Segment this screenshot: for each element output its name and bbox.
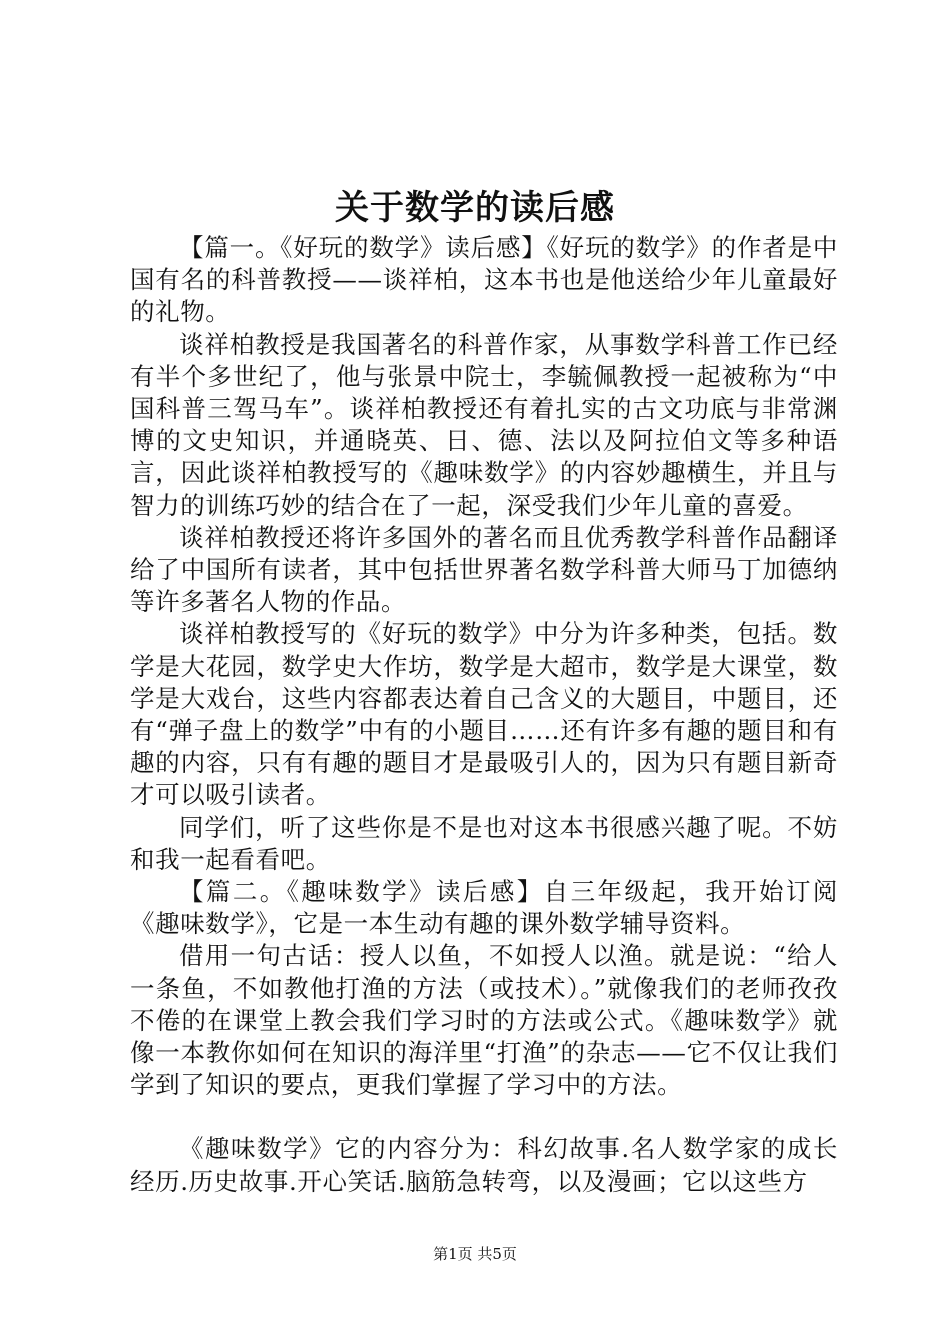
paragraph-6: 【篇二。《趣味数学》读后感】自三年级起，我开始订阅《趣味数学》，它是一本生动有趣的课外数学辅导资料。 bbox=[130, 877, 838, 939]
page-number-footer: 第1页 共5页 bbox=[433, 1245, 517, 1263]
document-body bbox=[130, 232, 838, 1198]
paragraph-2: 谈祥柏教授是我国著名的科普作家，从事数学科普工作已经有半个多世纪了，他与张景中院士，李毓佩教授一起被称为“中国科普三驾马车”。谈祥柏教授还有着扎实的古文功底与非常渊博的文史知识，并通晓英、日、德、法以及阿拉伯文等多种语言，因此谈祥柏教授写的《趣味数学》的内容妙趣横生，并且与智力的训练巧妙的结合在了一起，深受我们少年儿童的喜爱。 bbox=[130, 329, 838, 520]
paragraph-7: 借用一句古话：授人以鱼，不如授人以渔。就是说：“给人一条鱼，不如教他打渔的方法（或技术）。”就像我们的老师孜孜不倦的在课堂上教会我们学习时的方法或公式。《趣味数学》就像一本教你如何在知识的海洋里“打渔”的杂志——它不仅让我们学到了知识的要点，更我们掌握了学习中的方法。 bbox=[130, 941, 838, 1100]
document-title: 关于数学的读后感 bbox=[335, 188, 615, 228]
paragraph-5: 同学们，听了这些你是不是也对这本书很感兴趣了呢。不妨和我一起看看吧。 bbox=[130, 812, 838, 874]
paragraph-1: 【篇一。《好玩的数学》读后感】《好玩的数学》的作者是中国有名的科普教授——谈祥柏，这本书也是他送给少年儿童最好的礼物。 bbox=[130, 233, 838, 327]
paragraph-3: 谈祥柏教授还将许多国外的著名而且优秀教学科普作品翻译给了中国所有读者，其中包括世界著名数学科普大师马丁加德纳等许多著名人物的作品。 bbox=[130, 522, 838, 617]
paragraph-4: 谈祥柏教授写的《好玩的数学》中分为许多种类，包括。数学是大花园，数学史大作坊，数学是大超市，数学是大课堂，数学是大戏台，这些内容都表达着自己含义的大题目，中题目，还有“弹子盘上的数学”中有的小题目……还有许多有趣的题目和有趣的内容，只有有趣的题目才是最吸引人的，因为只有题目新奇才可以吸引读者。 bbox=[130, 619, 838, 810]
paragraph-8: 《趣味数学》它的内容分为：科幻故事.名人数学家的成长经历.历史故事.开心笑话.脑筋急转弯，以及漫画；它以这些方 bbox=[130, 1134, 838, 1196]
